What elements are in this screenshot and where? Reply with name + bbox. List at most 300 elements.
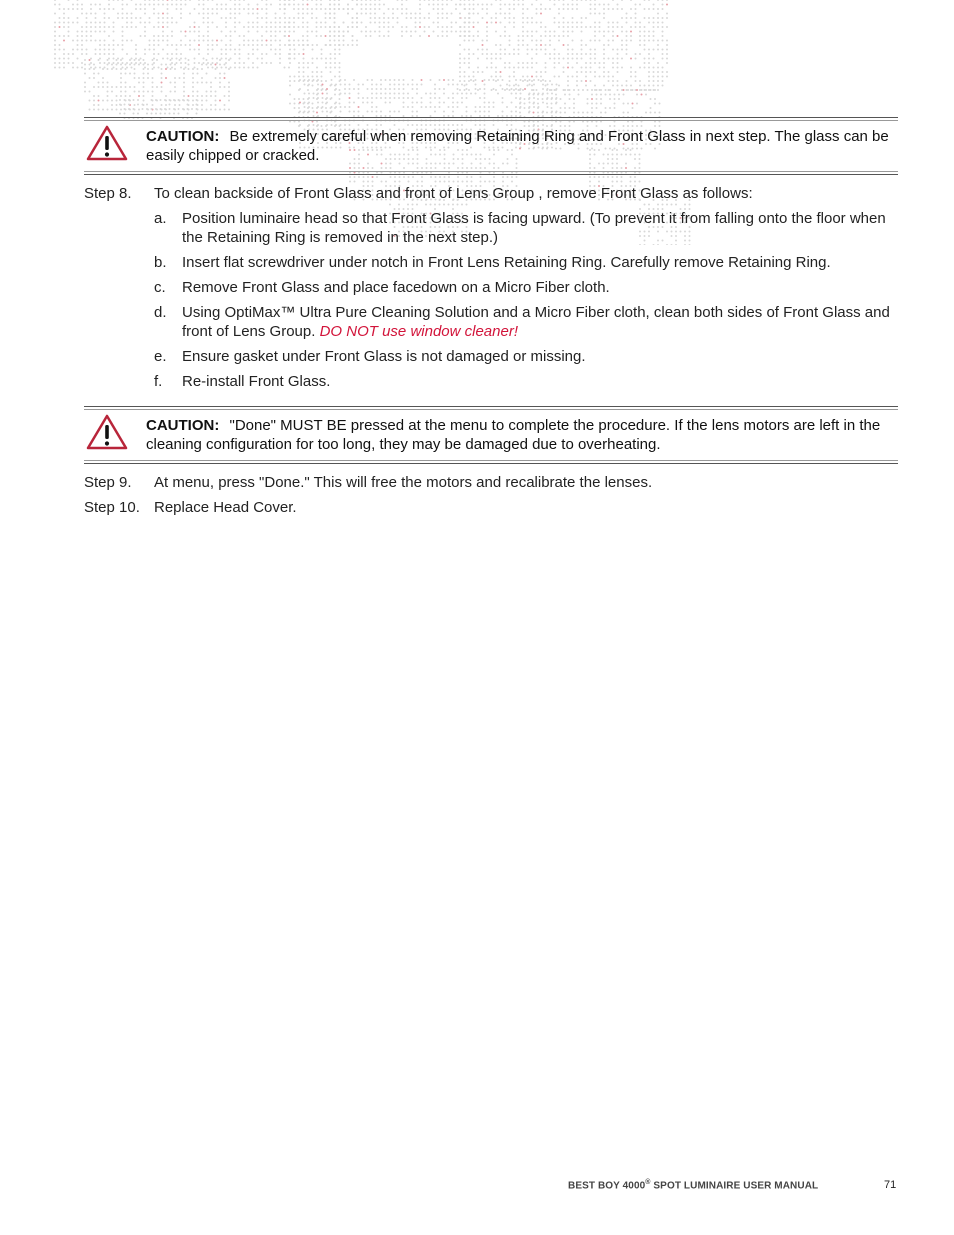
map-dot: [284, 44, 286, 46]
map-dot: [636, 103, 638, 105]
map-dot: [68, 8, 70, 10]
map-dot: [54, 49, 56, 51]
map-dot: [275, 17, 277, 19]
map-dot: [473, 0, 475, 1]
map-dot: [644, 31, 646, 33]
map-dot: [374, 8, 376, 10]
map-dot: [650, 89, 652, 91]
map-dot: [428, 26, 430, 28]
map-dot: [125, 68, 127, 70]
map-dot: [147, 64, 149, 66]
map-dot: [434, 204, 436, 206]
map-dot: [86, 53, 88, 55]
map-dot: [419, 8, 421, 10]
map-dot: [572, 67, 574, 69]
map-dot: [303, 44, 305, 46]
map-dot: [225, 49, 227, 51]
map-dot: [120, 82, 122, 84]
map-dot: [137, 99, 139, 101]
map-dot: [511, 181, 513, 183]
map-dot: [104, 53, 106, 55]
map-dot: [495, 17, 497, 19]
map-dot: [599, 13, 601, 15]
map-dot: [113, 40, 115, 42]
map-dot: [169, 104, 171, 106]
map-dot: [167, 35, 169, 37]
substep-text: Insert flat screwdriver under notch in Front Lens Retaining Ring. Carefully remove Retaining Ring.: [182, 254, 831, 271]
map-dot: [339, 98, 341, 100]
map-dot: [471, 176, 473, 178]
map-dot: [581, 22, 583, 24]
map-dot: [230, 31, 232, 33]
map-dot: [491, 58, 493, 60]
map-dot: [367, 176, 369, 178]
map-dot: [645, 94, 647, 96]
map-dot: [398, 79, 400, 81]
map-dot: [522, 13, 524, 15]
map-dot: [518, 85, 520, 87]
map-dot: [261, 44, 263, 46]
map-dot: [482, 8, 484, 10]
map-dot: [206, 82, 208, 84]
map-dot: [603, 85, 605, 87]
map-dot: [138, 82, 140, 84]
map-dot: [493, 88, 495, 90]
map-dot: [657, 44, 659, 46]
map-dot: [549, 44, 551, 46]
map-dot: [650, 98, 652, 100]
map-dot: [399, 176, 401, 178]
map-dot: [349, 181, 351, 183]
map-dot: [430, 176, 432, 178]
map-dot: [617, 22, 619, 24]
map-dot: [185, 0, 187, 1]
map-dot: [187, 113, 189, 115]
map-dot: [537, 112, 539, 114]
map-dot: [294, 49, 296, 51]
map-dot: [488, 111, 490, 113]
map-dot: [547, 106, 549, 108]
map-dot: [500, 0, 502, 1]
map-dot: [116, 68, 118, 70]
map-dot: [653, 4, 655, 6]
substep-b: [154, 253, 898, 272]
map-dot: [104, 26, 106, 28]
map-dot: [284, 31, 286, 33]
map-dot: [125, 86, 127, 88]
map-dot: [174, 82, 176, 84]
map-dot: [330, 67, 332, 69]
map-dot: [560, 98, 562, 100]
map-dot: [322, 97, 324, 99]
map-dot: [144, 31, 146, 33]
map-dot: [416, 102, 418, 104]
map-dot: [403, 84, 405, 86]
map-dot: [108, 49, 110, 51]
map-dot: [198, 26, 200, 28]
map-dot: [275, 40, 277, 42]
map-dot: [68, 0, 70, 1]
map-dot: [536, 76, 538, 78]
map-dot: [464, 71, 466, 73]
map-dot: [531, 31, 533, 33]
map-dot: [308, 79, 310, 81]
map-dot: [374, 0, 376, 1]
map-dot: [252, 40, 254, 42]
map-dot: [554, 62, 556, 64]
map-dot: [608, 22, 610, 24]
map-dot: [102, 100, 104, 102]
map-dot: [536, 53, 538, 55]
map-dot: [180, 44, 182, 46]
map-dot: [527, 53, 529, 55]
map-dot: [239, 8, 241, 10]
map-dot: [582, 112, 584, 114]
map-dot: [657, 17, 659, 19]
map-dot: [143, 100, 145, 102]
map-dot: [230, 0, 232, 1]
map-dot: [321, 53, 323, 55]
map-dot: [248, 13, 250, 15]
map-dot: [608, 8, 610, 10]
map-dot: [207, 53, 209, 55]
map-dot: [509, 17, 511, 19]
map-dot: [108, 58, 110, 60]
map-dot: [576, 22, 578, 24]
map-dot: [334, 62, 336, 64]
map-dot: [590, 40, 592, 42]
map-dot: [196, 104, 198, 106]
map-dot: [621, 58, 623, 60]
registered-mark: ®: [645, 1179, 651, 1186]
map-dot: [98, 82, 100, 84]
map-dot: [99, 26, 101, 28]
map-dot: [143, 86, 145, 88]
map-dot: [257, 26, 259, 28]
map-dot: [54, 40, 56, 42]
map-dot: [86, 49, 88, 51]
map-dot: [93, 104, 95, 106]
map-dot: [239, 62, 241, 64]
map-dot: [257, 4, 259, 6]
map-dot: [266, 0, 268, 1]
map-dot: [261, 35, 263, 37]
map-dot: [185, 58, 187, 60]
map-dot: [143, 73, 145, 75]
map-dot: [68, 35, 70, 37]
map-dot: [509, 80, 511, 82]
map-dot: [621, 181, 623, 183]
map-dot: [522, 67, 524, 69]
map-dot: [320, 8, 322, 10]
map-dot: [394, 88, 396, 90]
map-dot: [334, 31, 336, 33]
map-dot: [270, 26, 272, 28]
map-dot: [189, 31, 191, 33]
map-dot: [555, 103, 557, 105]
map-dot: [98, 109, 100, 111]
map-dot: [171, 22, 173, 24]
map-dot: [464, 40, 466, 42]
map-dot: [416, 204, 418, 206]
map-dot: [639, 181, 641, 183]
map-dot: [334, 26, 336, 28]
map-dot: [111, 86, 113, 88]
map-dot: [389, 111, 391, 113]
map-dot: [335, 106, 337, 108]
map-dot: [302, 13, 304, 15]
map-dot: [388, 8, 390, 10]
map-dot: [511, 88, 513, 90]
map-dot: [618, 98, 620, 100]
map-dot: [187, 99, 189, 101]
map-dot: [307, 67, 309, 69]
map-dot: [144, 67, 146, 69]
map-dot: [630, 76, 632, 78]
map-dot: [439, 181, 441, 183]
map-dot: [475, 79, 477, 81]
map-dot: [446, 17, 448, 19]
map-dot: [93, 77, 95, 79]
map-dot: [495, 22, 497, 24]
map-dot: [77, 31, 79, 33]
map-dot: [334, 17, 336, 19]
map-dot: [536, 62, 538, 64]
map-dot: [603, 62, 605, 64]
map-dot: [192, 91, 194, 93]
map-dot: [401, 0, 403, 1]
map-dot: [500, 22, 502, 24]
map-dot: [519, 98, 521, 100]
map-dot: [376, 93, 378, 95]
map-dot: [464, 0, 466, 1]
map-dot: [317, 79, 319, 81]
map-dot: [439, 79, 441, 81]
map-dot: [196, 113, 198, 115]
map-dot: [108, 35, 110, 37]
map-dot: [86, 17, 88, 19]
map-dot: [493, 106, 495, 108]
map-dot: [509, 22, 511, 24]
map-dot: [162, 17, 164, 19]
map-dot: [556, 84, 558, 86]
map-dot: [134, 91, 136, 93]
map-dot: [104, 17, 106, 19]
map-dot: [207, 40, 209, 42]
map-dot: [176, 62, 178, 64]
map-dot: [279, 53, 281, 55]
map-dot: [567, 67, 569, 69]
map-dot: [484, 88, 486, 90]
map-dot: [464, 76, 466, 78]
map-dot: [316, 8, 318, 10]
map-dot: [275, 26, 277, 28]
map-dot: [475, 106, 477, 108]
map-dot: [639, 80, 641, 82]
map-dot: [600, 112, 602, 114]
map-dot: [654, 103, 656, 105]
map-dot: [459, 26, 461, 28]
map-dot: [215, 68, 217, 70]
map-dot: [331, 79, 333, 81]
map-dot: [206, 73, 208, 75]
map-dot: [99, 22, 101, 24]
map-dot: [528, 94, 530, 96]
map-dot: [558, 35, 560, 37]
map-dot: [513, 17, 515, 19]
map-dot: [198, 44, 200, 46]
map-dot: [585, 44, 587, 46]
map-dot: [662, 85, 664, 87]
map-dot: [635, 17, 637, 19]
map-dot: [107, 68, 109, 70]
map-dot: [134, 59, 136, 61]
map-dot: [279, 44, 281, 46]
map-dot: [627, 89, 629, 91]
map-dot: [215, 104, 217, 106]
map-dot: [585, 80, 587, 82]
map-dot: [361, 4, 363, 6]
map-dot: [635, 58, 637, 60]
map-dot: [554, 76, 556, 78]
map-dot: [430, 106, 432, 108]
map-dot: [461, 93, 463, 95]
map-dot: [653, 80, 655, 82]
map-dot: [252, 13, 254, 15]
map-dot: [555, 94, 557, 96]
map-dot: [594, 40, 596, 42]
map-dot: [515, 79, 517, 81]
map-dot: [343, 40, 345, 42]
map-dot: [531, 22, 533, 24]
map-dot: [275, 35, 277, 37]
map-dot: [585, 85, 587, 87]
map-dot: [407, 84, 409, 86]
map-dot: [459, 58, 461, 60]
map-dot: [98, 59, 100, 61]
map-dot: [349, 84, 351, 86]
map-dot: [107, 59, 109, 61]
map-dot: [401, 4, 403, 6]
map-dot: [648, 80, 650, 82]
map-dot: [603, 58, 605, 60]
map-dot: [630, 0, 632, 1]
map-dot: [224, 104, 226, 106]
map-dot: [439, 106, 441, 108]
map-dot: [439, 97, 441, 99]
map-dot: [484, 111, 486, 113]
map-dot: [225, 58, 227, 60]
map-dot: [248, 4, 250, 6]
map-dot: [304, 79, 306, 81]
map-dot: [104, 49, 106, 51]
map-dot: [415, 31, 417, 33]
map-dot: [509, 85, 511, 87]
map-dot: [81, 40, 83, 42]
map-dot: [509, 35, 511, 37]
substep-d: [154, 303, 898, 341]
map-dot: [289, 94, 291, 96]
map-dot: [477, 58, 479, 60]
map-dot: [167, 17, 169, 19]
map-dot: [653, 85, 655, 87]
map-dot: [500, 58, 502, 60]
divider: [84, 171, 898, 175]
map-dot: [627, 112, 629, 114]
map-dot: [489, 181, 491, 183]
map-dot: [153, 35, 155, 37]
map-dot: [120, 95, 122, 97]
map-dot: [90, 26, 92, 28]
map-dot: [294, 58, 296, 60]
map-dot: [594, 76, 596, 78]
map-dot: [594, 49, 596, 51]
map-dot: [113, 44, 115, 46]
map-dot: [252, 8, 254, 10]
map-dot: [495, 67, 497, 69]
map-dot: [257, 17, 259, 19]
map-dot: [367, 102, 369, 104]
map-dot: [457, 204, 459, 206]
map-dot: [86, 31, 88, 33]
map-dot: [86, 22, 88, 24]
map-dot: [509, 13, 511, 15]
map-dot: [617, 58, 619, 60]
map-dot: [618, 94, 620, 96]
map-dot: [361, 31, 363, 33]
map-dot: [412, 111, 414, 113]
map-dot: [113, 31, 115, 33]
map-dot: [228, 59, 230, 61]
map-dot: [608, 76, 610, 78]
map-dot: [321, 76, 323, 78]
map-dot: [183, 82, 185, 84]
map-dot: [531, 40, 533, 42]
map-dot: [430, 102, 432, 104]
map-dot: [563, 67, 565, 69]
map-dot: [316, 31, 318, 33]
map-dot: [352, 40, 354, 42]
step-label: Step 8.: [84, 185, 132, 202]
map-dot: [104, 31, 106, 33]
map-dot: [502, 97, 504, 99]
map-dot: [224, 109, 226, 111]
map-dot: [153, 62, 155, 64]
map-dot: [212, 13, 214, 15]
map-dot: [522, 0, 524, 1]
map-dot: [540, 49, 542, 51]
map-dot: [392, 8, 394, 10]
map-dot: [502, 102, 504, 104]
map-dot: [266, 26, 268, 28]
map-dot: [630, 71, 632, 73]
map-dot: [455, 31, 457, 33]
map-dot: [648, 8, 650, 10]
map-dot: [185, 4, 187, 6]
map-dot: [540, 26, 542, 28]
map-dot: [203, 8, 205, 10]
map-dot: [639, 40, 641, 42]
map-dot: [293, 40, 295, 42]
divider: [84, 460, 898, 464]
map-dot: [162, 13, 164, 15]
map-dot: [500, 53, 502, 55]
map-dot: [225, 35, 227, 37]
map-dot: [293, 26, 295, 28]
map-dot: [158, 17, 160, 19]
map-dot: [591, 94, 593, 96]
map-dot: [206, 91, 208, 93]
